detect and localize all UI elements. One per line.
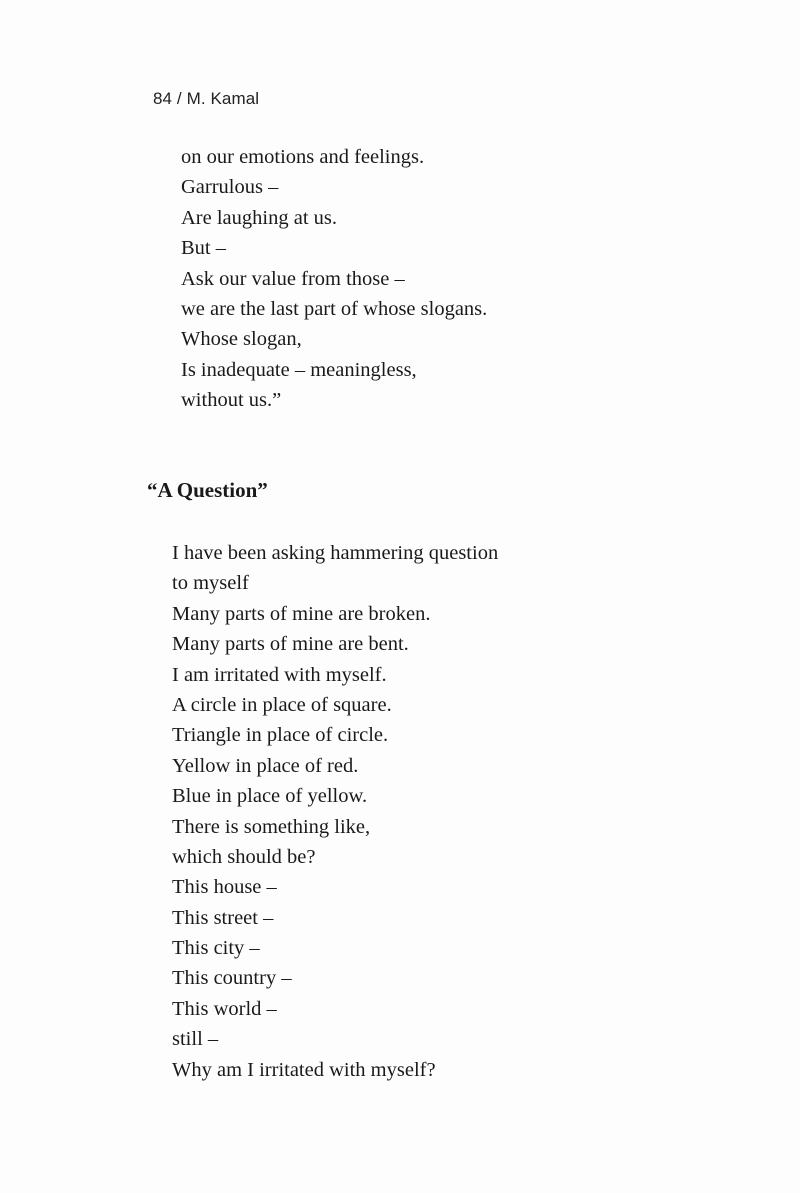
poem-line: But – bbox=[181, 237, 226, 260]
poem-line: This world – bbox=[172, 997, 277, 1020]
poem-line: without us.” bbox=[181, 389, 282, 412]
poem-line: Yellow in place of red. bbox=[172, 754, 359, 777]
poem-line: Many parts of mine are bent. bbox=[172, 633, 409, 656]
poem-line: which should be? bbox=[172, 845, 316, 868]
poem-line: This street – bbox=[172, 906, 274, 929]
running-head: 84 / M. Kamal bbox=[153, 89, 260, 108]
poem-line: Is inadequate – meaningless, bbox=[181, 358, 417, 381]
poem-line: to myself bbox=[172, 572, 249, 595]
poem-line: Many parts of mine are broken. bbox=[172, 602, 431, 625]
poem-title: “A Question” bbox=[147, 478, 268, 502]
poem-line: Why am I irritated with myself? bbox=[172, 1058, 436, 1081]
poem-line: I am irritated with myself. bbox=[172, 663, 387, 686]
poem-line: A circle in place of square. bbox=[172, 693, 392, 716]
poem-line: This city – bbox=[172, 937, 260, 960]
poem-line: Are laughing at us. bbox=[181, 206, 337, 229]
poem-line: Ask our value from those – bbox=[181, 267, 405, 290]
poem-line: on our emotions and feelings. bbox=[181, 146, 425, 168]
poem-question-body bbox=[172, 538, 498, 1085]
poem-line: we are the last part of whose slogans. bbox=[181, 297, 488, 320]
poem-line: Blue in place of yellow. bbox=[172, 785, 368, 808]
poem-line: This country – bbox=[172, 967, 292, 990]
poem-line: Garrulous – bbox=[181, 176, 279, 199]
poem-line: Whose slogan, bbox=[181, 328, 302, 351]
poem-line: Triangle in place of circle. bbox=[172, 724, 389, 747]
poem-line: still – bbox=[172, 1028, 219, 1051]
poem-line: There is something like, bbox=[172, 815, 371, 838]
poem-continuation bbox=[181, 142, 487, 416]
poem-line: I have been asking hammering question bbox=[172, 542, 499, 564]
poem-line: This house – bbox=[172, 876, 277, 899]
